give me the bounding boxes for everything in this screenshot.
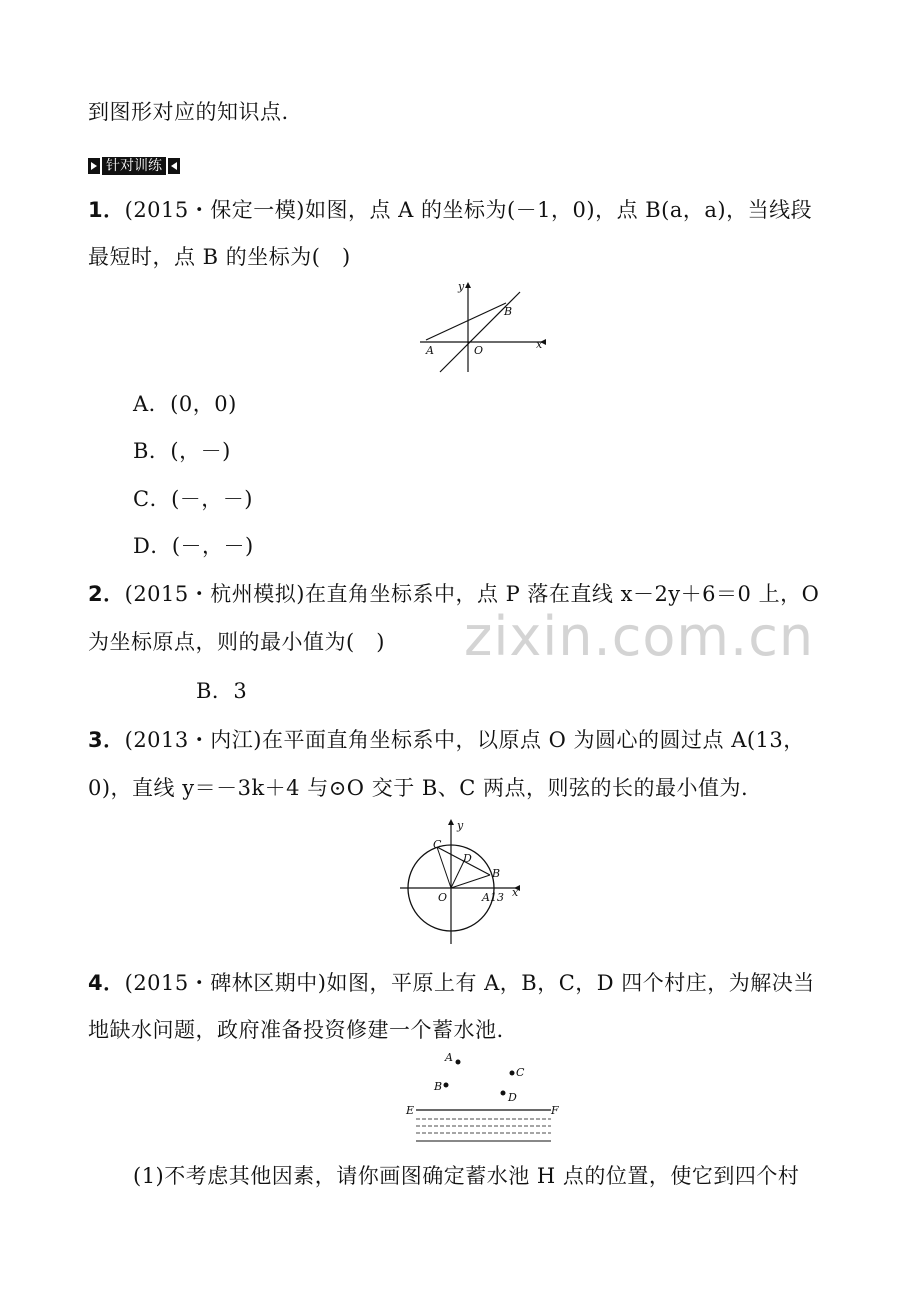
q3-label-o: O	[438, 891, 448, 904]
section-tag	[88, 157, 180, 175]
q4-label-b: B	[434, 1080, 443, 1093]
q1-label-o: O	[474, 344, 484, 357]
play-right-icon	[88, 158, 100, 174]
question-1-option-b: B．(，－)	[133, 439, 231, 463]
section-tag-label: 针对训练	[102, 157, 166, 175]
q1-label-a: A	[426, 344, 434, 357]
question-2-line-2: 为坐标原点，则的最小值为( )	[88, 630, 385, 654]
question-2-line-1: 2．(2015・杭州模拟)在直角坐标系中，点 P 落在直线 x－2y＋6＝0 上，O	[88, 582, 820, 606]
q3-label-b: B	[492, 867, 501, 880]
question-4-sub-1: (1)不考虑其他因素，请你画图确定蓄水池 H 点的位置，使它到四个村	[133, 1164, 800, 1188]
question-1-option-a: A．(0，0)	[133, 392, 237, 416]
q4-label-d: D	[508, 1091, 517, 1104]
question-3-line-2: 0)，直线 y＝－3k＋4 与⊙O 交于 B、C 两点，则弦的长的最小值为.	[88, 776, 749, 800]
question-1-line-1: 1．(2015・保定一模)如图，点 A 的坐标为(－1，0)，点 B(a，a)，当线段	[88, 198, 813, 222]
question-1-line-2: 最短时，点 B 的坐标为( )	[88, 245, 351, 269]
intro-text: 到图形对应的知识点.	[88, 100, 289, 124]
q3-label-a13: A13	[482, 891, 504, 904]
q3-label-x: x	[512, 886, 519, 899]
question-3-figure	[398, 815, 528, 947]
question-3-line-1: 3．(2013・内江)在平面直角坐标系中，以原点 O 为圆心的圆过点 A(13，	[88, 728, 805, 752]
question-2-number: 2．	[88, 582, 125, 606]
play-left-icon	[168, 158, 180, 174]
question-1-option-c: C．(－，－)	[133, 487, 253, 511]
q1-label-b: B	[504, 305, 513, 318]
question-4-figure	[403, 1048, 563, 1146]
watermark: zixin.com.cn	[464, 605, 815, 668]
q4-label-e: E	[406, 1104, 415, 1117]
q4-label-a: A	[445, 1051, 453, 1064]
question-4-number: 4．	[88, 971, 125, 995]
q4-label-f: F	[551, 1104, 559, 1117]
question-1-option-d: D．(－，－)	[133, 534, 254, 558]
question-1-number: 1．	[88, 198, 125, 222]
question-1-figure	[418, 280, 548, 375]
question-4-line-2: 地缺水问题，政府准备投资修建一个蓄水池.	[88, 1018, 504, 1042]
question-3-number: 3．	[88, 728, 125, 752]
question-2-option-b: B．3	[196, 679, 248, 703]
q3-label-c: C	[433, 838, 442, 851]
q1-label-x: x	[536, 338, 543, 351]
q4-label-c: C	[516, 1066, 525, 1079]
q3-label-d: D	[463, 852, 472, 865]
q3-label-y: y	[457, 819, 464, 832]
q1-label-y: y	[458, 280, 465, 293]
question-4-line-1: 4．(2015・碑林区期中)如图，平原上有 A，B，C，D 四个村庄，为解决当	[88, 971, 815, 995]
